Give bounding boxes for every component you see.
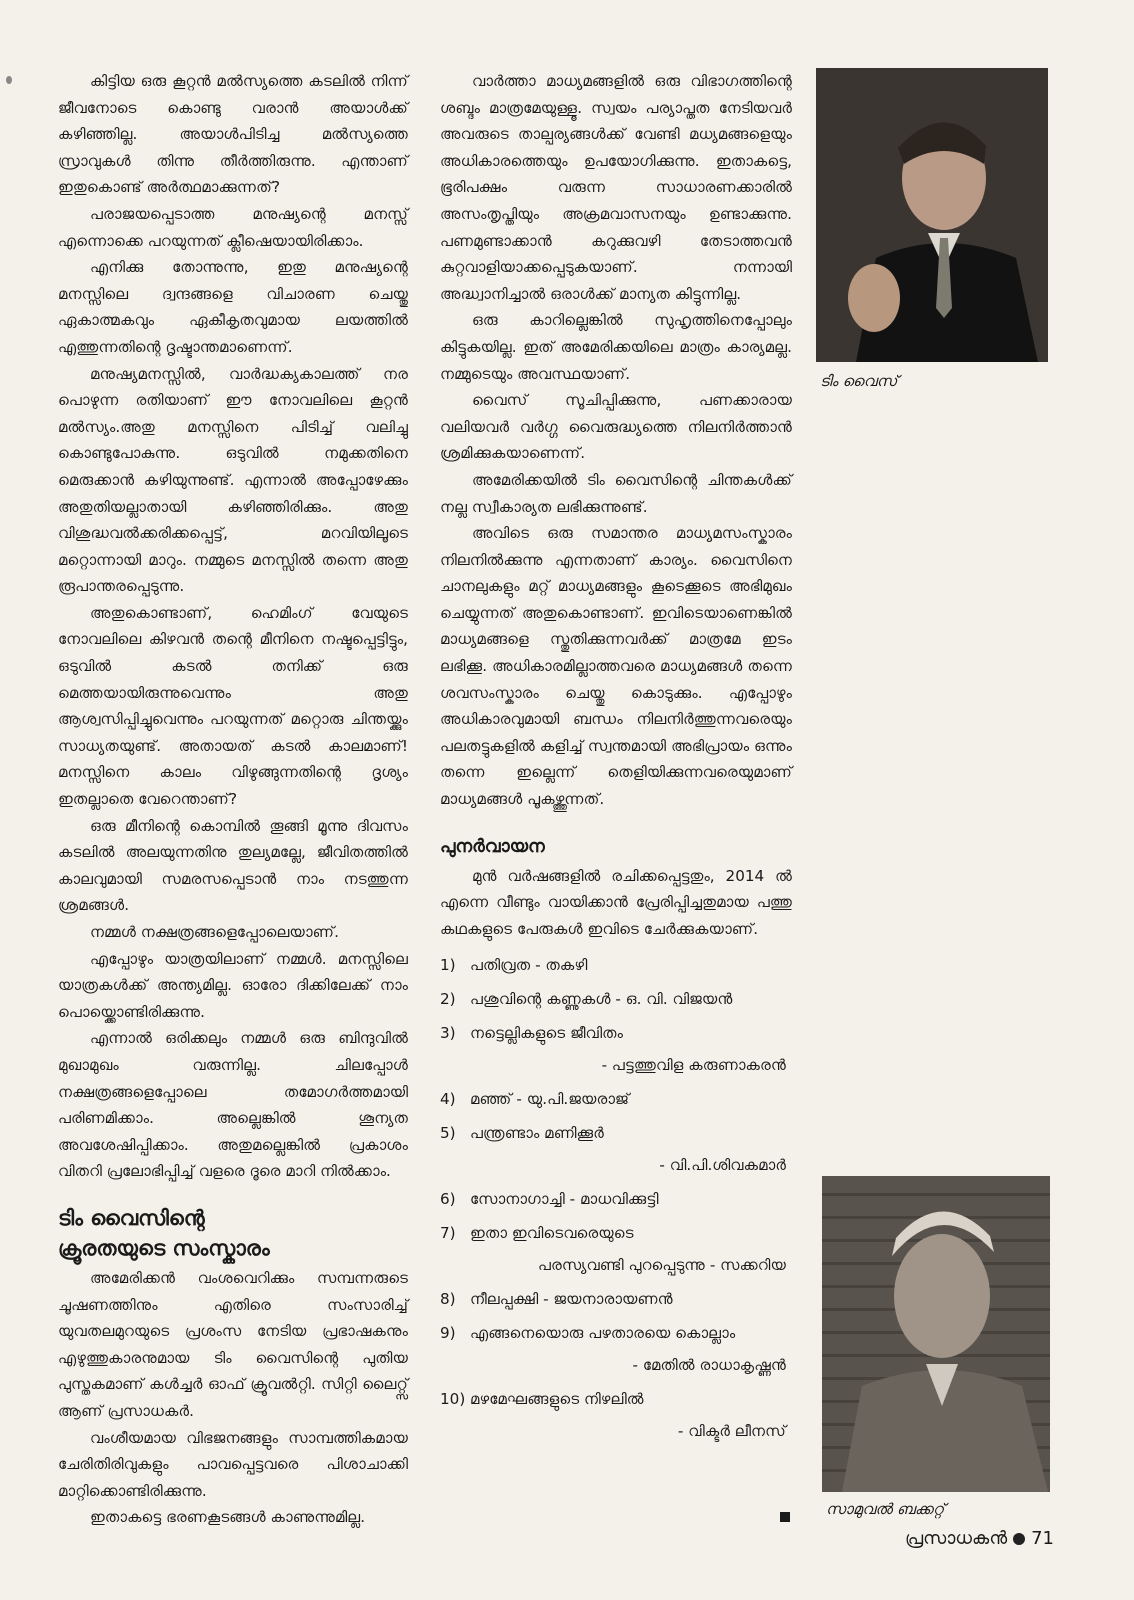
page-number: 71 (1031, 1528, 1054, 1549)
paragraph: ഇതാകട്ടെ ഭരണകൂടങ്ങൾ കാണുന്നുമില്ല. (90, 1508, 366, 1527)
list-item-author: - മേതിൽ രാധാകൃഷ്ണൻ (632, 1356, 786, 1375)
paragraph: അവിടെ ഒരു സമാന്തര മാധ്യമസംസ്കാരം നിലനിൽക്കുന്നു എന്നതാണ് കാര്യം. വൈസിനെ ചാനലുകളും മറ്റ് മാധ്യമങ്ങളും കൂടെക്കൂടെ അഭിമുഖം ചെയ്യുന്നത് അതുകൊണ്ടാണ്. ഇവിടെയാണെങ്കിൽ മാധ്യമങ്ങളെ സ്തുതിക്കുന്നവർക്ക് മാത്രമേ ഇടം ലഭിക്കൂ. അധികാരമില്ലാത്തവരെ മാധ്യമങ്ങൾ തന്നെ ശവസംസ്കാരം ചെയ്തു കൊടുക്കും. എപ്പോഴും അധികാരവുമായി ബന്ധം നിലനിർത്തുന്നവരെയും പലതട്ടുകളിൽ കളിച്ച് സ്വന്തമായി അഭിപ്രായം ഒന്നും തന്നെ ഇല്ലെന്ന് തെളിയിക്കുന്നവരെയുമാണ് മാധ്യമങ്ങൾ പൂകഴ്ത്തുന്നത്. (440, 524, 792, 809)
magazine-name: പ്രസാധകൻ (904, 1528, 1008, 1549)
photo-samuel-beckett (822, 1176, 1050, 1492)
column-left (58, 68, 408, 1531)
list-item-title: മഴമേഘങ്ങളുടെ നിഴലിൽ (470, 1390, 644, 1409)
list-item-title: പശുവിന്റെ കണ്ണുകൾ - ഒ. വി. വിജയൻ (470, 990, 733, 1009)
paragraph: വൈസ് സൂചിപ്പിക്കുന്നു, പണക്കാരായ വലിയവർ വർഗ്ഗ വൈരുദ്ധ്യത്തെ നിലനിർത്താൻ ശ്രമിക്കുകയാണെന്ന്. (440, 391, 792, 463)
caption-photo2: സാമുവൽ ബക്കറ്റ് (826, 1500, 945, 1518)
section-heading-line2: ക്രൂരതയുടെ സംസ്കാരം (58, 1235, 270, 1260)
section-heading-line1: ടിം വൈസിന്റെ (58, 1205, 205, 1230)
list-item-title: ഇതാ ഇവിടെവരെയുടെ (470, 1224, 634, 1243)
portrait-illustration-2 (822, 1176, 1050, 1492)
list-item-title: നട്ടെല്ലികളുടെ ജീവിതം (470, 1024, 624, 1043)
list-item-title: മഞ്ഞ് - യു.പി.ജയരാജ് (470, 1090, 630, 1109)
list-item-title: നീലപ്പക്ഷി - ജയനാരായണൻ (470, 1290, 673, 1309)
list-item-author: പരസ്യവണ്ടി പുറപ്പെടുന്നു - സക്കറിയ (538, 1256, 786, 1275)
paragraph: ഒരു മീനിന്റെ കൊമ്പിൽ തൂങ്ങി മൂന്നു ദിവസം കടലിൽ അലയുന്നതിനു തുല്യമല്ലേ, ജീവിതത്തിൽ കാലവുമായി സമരസപ്പെടാൻ നാം നടത്തുന്ന ശ്രമങ്ങൾ. (58, 816, 408, 915)
list-item-author: - വിക്ടർ ലീനസ് (677, 1422, 786, 1441)
list-item (440, 952, 792, 978)
paragraph: ഒരു കാറില്ലെങ്കിൽ സുഹൃത്തിനെപ്പോലും കിട്ടുകയില്ല. ഇത് അമേരിക്കയിലെ മാത്രം കാര്യമല്ല. നമ്മുടെയും അവസ്ഥയാണ്. (440, 311, 792, 383)
story-list (440, 952, 792, 1444)
list-item-title: സോനാഗാച്ചി - മാധവിക്കുട്ടി (470, 1190, 659, 1209)
list-item-author: - പട്ടത്തുവിള കരുണാകരൻ (601, 1056, 786, 1075)
column-left-paragraphs (58, 68, 408, 1185)
rereading-intro: മുൻ വർഷങ്ങളിൽ രചിക്കപ്പെട്ടതും, 2014 ൽ എന്നെ വീണ്ടും വായിക്കാൻ പ്രേരിപ്പിച്ചതുമായ പത്തു കഥകളുടെ പേരുകൾ ഇവിടെ ചേർക്കുകയാണ്. (440, 866, 792, 938)
paragraph: അമേരിക്കൻ വംശവെറിക്കും സമ്പന്നരുടെ ചൂഷണത്തിനും എതിരെ സംസാരിച്ച് യുവതലമുറയുടെ പ്രശംസ നേടിയ പ്രഭാഷകനും എഴുത്തുകാരനുമായ ടിം വൈസിന്റെ പുതിയ പുസ്തകമാണ് കൾച്ചർ ഓഫ് ക്രൂവൽറ്റി. സിറ്റി ലൈറ്റ്സ് ആണ് പ്രസാധകർ. (58, 1268, 408, 1420)
portrait-illustration (816, 68, 1048, 362)
list-item-number: 3) (440, 1024, 456, 1043)
list-item (440, 1386, 792, 1444)
list-item-title: എങ്ങനെയൊരു പഴതാരയെ കൊല്ലാം (470, 1324, 736, 1343)
list-item-number: 10) (440, 1390, 466, 1409)
list-item-number: 9) (440, 1324, 456, 1343)
paragraph: എന്നാൽ ഒരിക്കലും നമ്മൾ ഒരു ബിന്ദുവിൽ മുഖാമുഖം വരുന്നില്ല. ചിലപ്പോൾ നക്ഷത്രങ്ങളെപ്പോലെ തമോഗർത്തമായി പരിണമിക്കാം. അല്ലെങ്കിൽ ശൂന്യത അവശേഷിപ്പിക്കാം. അതുമല്ലെങ്കിൽ പ്രകാശം വിതറി പ്രലോഭിപ്പിച്ച് വളരെ ദൂരെ മാറി നിൽക്കാം. (58, 1029, 408, 1181)
list-item-number: 6) (440, 1190, 456, 1209)
column-middle-paragraphs (440, 68, 792, 813)
list-item-number: 2) (440, 990, 456, 1009)
photo-tim-wise (816, 68, 1048, 362)
scan-speck (6, 76, 12, 84)
list-item-number: 4) (440, 1090, 456, 1109)
list-item (440, 1286, 792, 1312)
list-item (440, 1186, 792, 1212)
list-item-number: 1) (440, 956, 456, 975)
list-item-author: - വി.പി.ശിവകമാർ (659, 1156, 786, 1175)
list-item-number: 7) (440, 1224, 456, 1243)
paragraph: കിട്ടിയ ഒരു കൂറ്റൻ മൽസ്യത്തെ കടലിൽ നിന്ന് ജീവനോടെ കൊണ്ടു വരാൻ അയാൾക്ക് കഴിഞ്ഞില്ല. അയാൾപിടിച്ച മൽസ്യത്തെ സ്രാവുകൾ തിന്നു തീർത്തിരുന്നു. എന്താണ് ഇതുകൊണ്ട് അർത്ഥമാക്കുന്നത്? (58, 72, 408, 197)
column-left-paragraphs-2 (58, 1265, 408, 1531)
paragraph: എപ്പോഴും യാത്രയിലാണ് നമ്മൾ. മനസ്സിലെ യാത്രകൾക്ക് അന്ത്യമില്ല. ഓരോ ദിക്കിലേക്ക് നാം പൊയ്ക്കൊണ്ടിരിക്കുന്നു. (58, 949, 408, 1021)
list-item (440, 1320, 792, 1378)
list-item-title: പതിവ്രത - തകഴി (470, 956, 588, 975)
list-item-title: പന്ത്രണ്ടാം മണിക്കൂർ (470, 1124, 604, 1143)
paragraph: എനിക്കു തോന്നുന്നു, ഇതു മനുഷ്യന്റെ മനസ്സിലെ ദ്വന്ദങ്ങളെ വിചാരണ ചെയ്തു ഏകാത്മകവും ഏകീകൃതവുമായ ലയത്തിൽ എത്തുന്നതിന്റെ ദൃഷ്ടാന്തമാണെന്ന്. (58, 258, 408, 356)
paragraph: മനുഷ്യമനസ്സിൽ, വാർദ്ധക്യകാലത്ത് നര പൊഴുന്ന രതിയാണ് ഈ നോവലിലെ കൂറ്റൻ മൽസ്യം.അതു മനസ്സിനെ പിടിച്ച് വലിച്ചു കൊണ്ടുപോകുന്നു. ഒടുവിൽ നമുക്കതിനെ മെരുക്കാൻ കഴിയുന്നുണ്ട്. എന്നാൽ അപ്പോഴേക്കും അതുതിയല്ലാതായി കഴിഞ്ഞിരിക്കും. അതു വിശുദ്ധവൽക്കരിക്കപ്പെട്ട്, മറവിയിലൂടെ മറ്റൊന്നായി മാറും. നമ്മുടെ മനസ്സിൽ തന്നെ അതു രൂപാന്തരപ്പെടുന്നു. (58, 364, 408, 596)
paragraph: വംശീയമായ വിഭജനങ്ങളും സാമ്പത്തികമായ ചേരിതിരിവുകളും പാവപ്പെട്ടവരെ പിശാചാക്കി മാറ്റിക്കൊണ്ടിരിക്കുന്നു. (58, 1428, 408, 1500)
list-item (440, 986, 792, 1012)
list-item (440, 1220, 792, 1278)
list-item (440, 1086, 792, 1112)
paragraph: അതുകൊണ്ടാണ്, ഹെമിംഗ് വേയുടെ നോവലിലെ കിഴവൻ തന്റെ മീനിനെ നഷ്ടപ്പെട്ടിട്ടും, ഒടുവിൽ കടൽ തനിക്ക് ഒരു മെത്തയായിരുന്നുവെന്നും അതു ആശ്വസിപ്പിച്ചുവെന്നും പറയുന്നത് മറ്റൊരു ചിന്തയ്ക്കും സാധ്യതയുണ്ട്. അതായത് കടൽ കാലമാണ്! മനസ്സിനെ കാലം വിഴുങ്ങുന്നതിന്റെ ദൃശ്യം ഇതല്ലാതെ വേറെന്താണ്? (58, 603, 408, 809)
caption-photo1: ടിം വൈസ് (820, 372, 898, 390)
rereading-heading: പുനർവായന (440, 835, 545, 857)
end-mark (780, 1512, 790, 1522)
list-item (440, 1120, 792, 1178)
column-middle (440, 68, 792, 1452)
section-heading (58, 1203, 408, 1263)
list-item (440, 1020, 792, 1078)
bullet-icon (1013, 1533, 1025, 1545)
paragraph: നമ്മൾ നക്ഷത്രങ്ങളെപ്പോലെയാണ്. (90, 923, 339, 941)
paragraph: പരാജയപ്പെടാത്ത മനുഷ്യന്റെ മനസ്സ് എന്നൊക്കെ പറയുന്നത് ക്ലീഷെയായിരിക്കാം. (58, 204, 408, 250)
paragraph: വാർത്താ മാധ്യമങ്ങളിൽ ഒരു വിഭാഗത്തിന്റെ ശബ്ദം മാത്രമേയുള്ളൂ. സ്വയം പര്യാപ്തത നേടിയവർ അവരുടെ താല്പര്യങ്ങൾക്ക് വേണ്ടി മധ്യമങ്ങളെയും അധികാരത്തെയും ഉപയോഗിക്കുന്നു. ഇതാകട്ടെ, ഭൂരിപക്ഷം വരുന്ന സാധാരണക്കാരിൽ അസംതൃപ്തിയും അക്രമവാസനയും ഉണ്ടാക്കുന്നു. പണമുണ്ടാക്കാൻ കറുക്കുവഴി തേടാത്തവൻ കുറ്റവാളിയാക്കപ്പെടുകയാണ്. നന്നായി അദ്ധ്വാനിച്ചാൽ ഒരാൾക്ക് മാന്യത കിട്ടുന്നില്ല. (440, 72, 792, 303)
paragraph: അമേരിക്കയിൽ ടിം വൈസിന്റെ ചിന്തകൾക്ക് നല്ല സ്വീകാര്യത ലഭിക്കുന്നുണ്ട്. (440, 470, 792, 516)
page-footer (905, 1528, 1054, 1549)
list-item-number: 8) (440, 1290, 456, 1309)
list-item-number: 5) (440, 1124, 456, 1143)
